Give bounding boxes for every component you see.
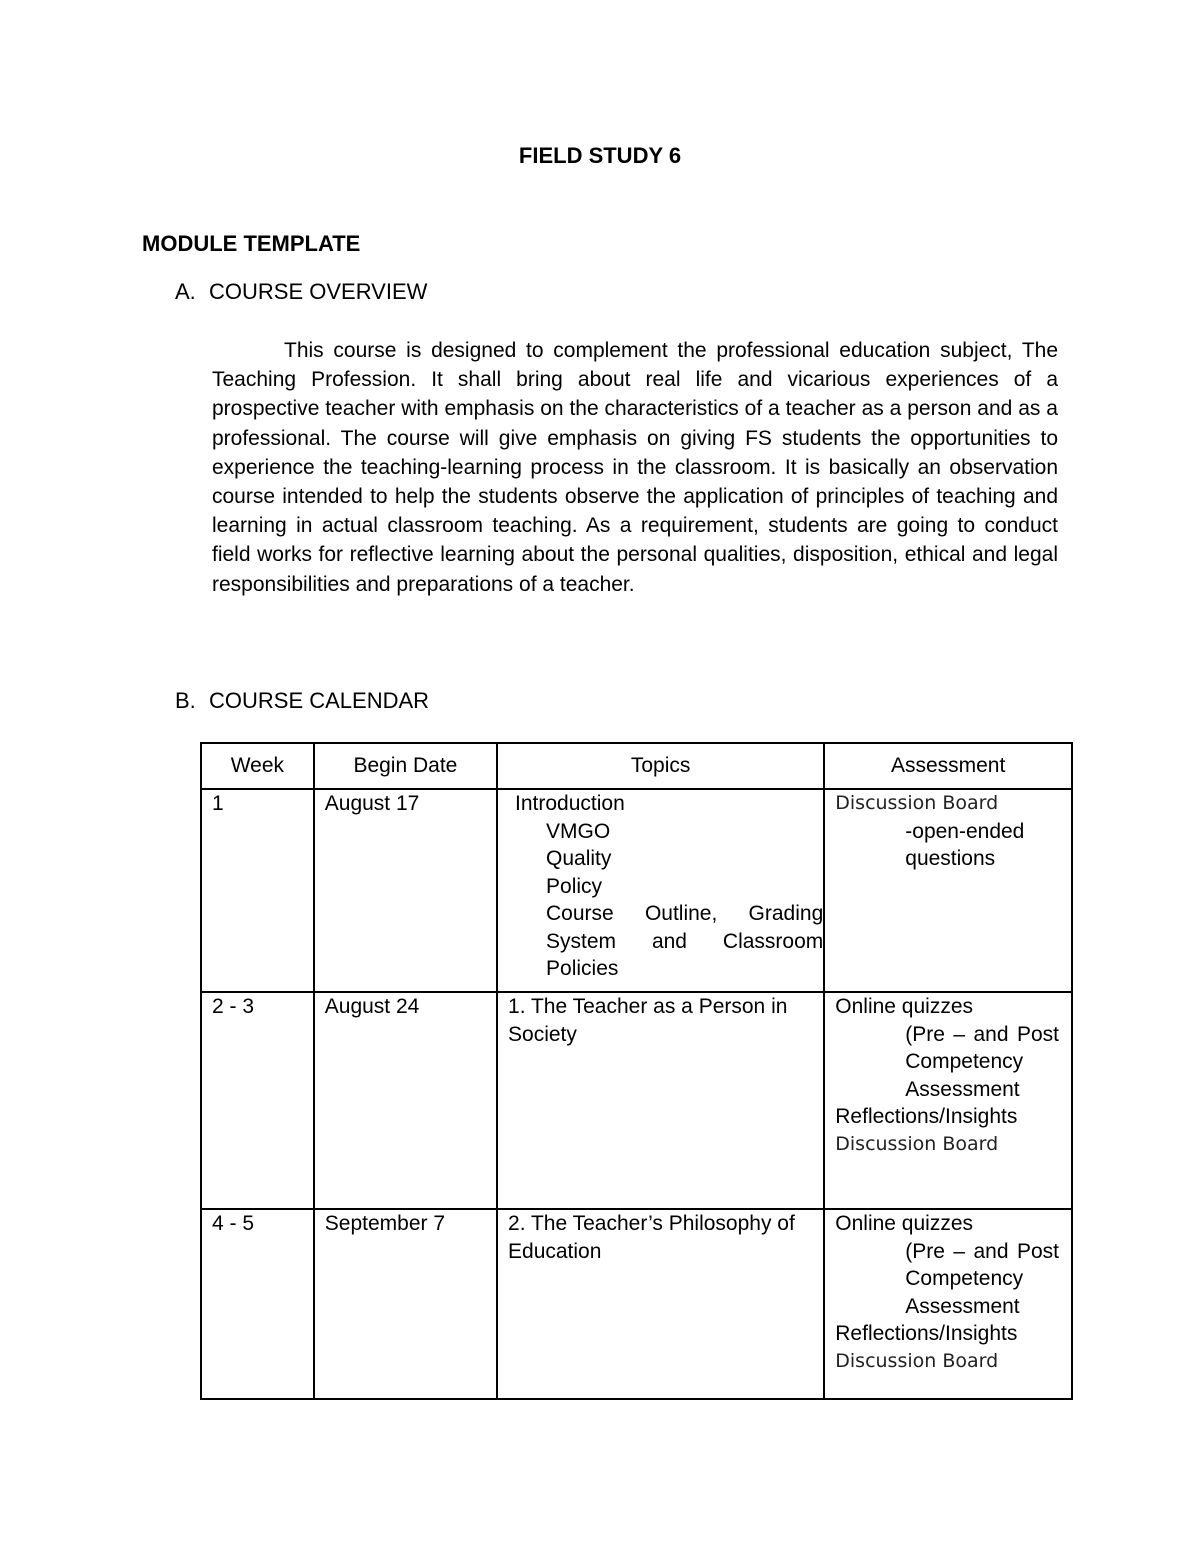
topic-item: Quality Policy bbox=[546, 847, 612, 898]
header-begin-date: Begin Date bbox=[314, 743, 497, 789]
cell-topics bbox=[497, 789, 824, 992]
assessment-detail: -open-ended questions bbox=[905, 819, 1025, 870]
section-a-title: COURSE OVERVIEW bbox=[209, 279, 428, 304]
cell-assessment bbox=[824, 1209, 1072, 1399]
assessment-detail: (Pre – and Post Competency Assessment bbox=[905, 1239, 1059, 1318]
header-week: Week bbox=[201, 743, 314, 789]
cell-assessment bbox=[824, 992, 1072, 1209]
course-calendar-table bbox=[200, 742, 1073, 1400]
section-b-heading bbox=[175, 688, 429, 714]
topic-item: Course Outline, Grading System and Classroom Policies bbox=[546, 902, 824, 980]
assessment-online-quizzes: Online quizzes bbox=[835, 995, 974, 1018]
cell-week: 2 - 3 bbox=[201, 992, 314, 1209]
section-a-letter: A. bbox=[175, 279, 196, 304]
section-b-title: COURSE CALENDAR bbox=[209, 688, 430, 713]
table-row bbox=[201, 992, 1072, 1209]
cell-begin-date: September 7 bbox=[314, 1209, 497, 1399]
table-header-row bbox=[201, 743, 1072, 789]
module-title: MODULE TEMPLATE bbox=[142, 231, 361, 256]
topic-intro: Introduction bbox=[515, 792, 625, 815]
section-a-heading bbox=[175, 279, 427, 305]
section-b-letter: B. bbox=[175, 688, 196, 713]
cell-topics: 1. The Teacher as a Person in Society bbox=[497, 992, 824, 1209]
assessment-reflections: Reflections/Insights bbox=[835, 1105, 1018, 1128]
assessment-discussion-board: Discussion Board bbox=[835, 792, 999, 814]
table-row bbox=[201, 1209, 1072, 1399]
document-title: FIELD STUDY 6 bbox=[518, 143, 682, 168]
cell-week: 4 - 5 bbox=[201, 1209, 314, 1399]
assessment-discussion-board: Discussion Board bbox=[835, 1132, 999, 1155]
assessment-detail: (Pre – and Post Competency Assessment bbox=[905, 1022, 1059, 1101]
cell-topics: 2. The Teacher’s Philosophy of Education bbox=[497, 1209, 824, 1399]
table-row bbox=[201, 789, 1072, 992]
assessment-discussion-board: Discussion Board bbox=[835, 1349, 999, 1372]
cell-begin-date: August 24 bbox=[314, 992, 497, 1209]
assessment-online-quizzes: Online quizzes bbox=[835, 1212, 974, 1235]
course-overview-paragraph bbox=[212, 336, 1058, 599]
cell-week: 1 bbox=[201, 789, 314, 992]
topic-item: VMGO bbox=[546, 819, 611, 843]
cell-begin-date: August 17 bbox=[314, 789, 497, 992]
overview-text: This course is designed to complement the professional education subject, The Teaching Profession. It shall bring about real life and vicarious experiences of a prospective teacher with emphasis on the characteristics of a teacher as a person and as a professional. The course will give emphasis on giving FS students the opportunities to experience the teaching-learning process in the classroom. It is basically an observation course intended to help the students observe the application of principles of teaching and learning in actual classroom teaching. As a requirement, students are going to conduct field works for reflective learning about the personal qualities, disposition, ethical and legal responsibilities and preparations of a teacher. bbox=[212, 339, 1058, 596]
header-assessment: Assessment bbox=[824, 743, 1072, 789]
assessment-reflections: Reflections/Insights bbox=[835, 1322, 1018, 1345]
cell-assessment bbox=[824, 789, 1072, 992]
header-topics: Topics bbox=[497, 743, 824, 789]
